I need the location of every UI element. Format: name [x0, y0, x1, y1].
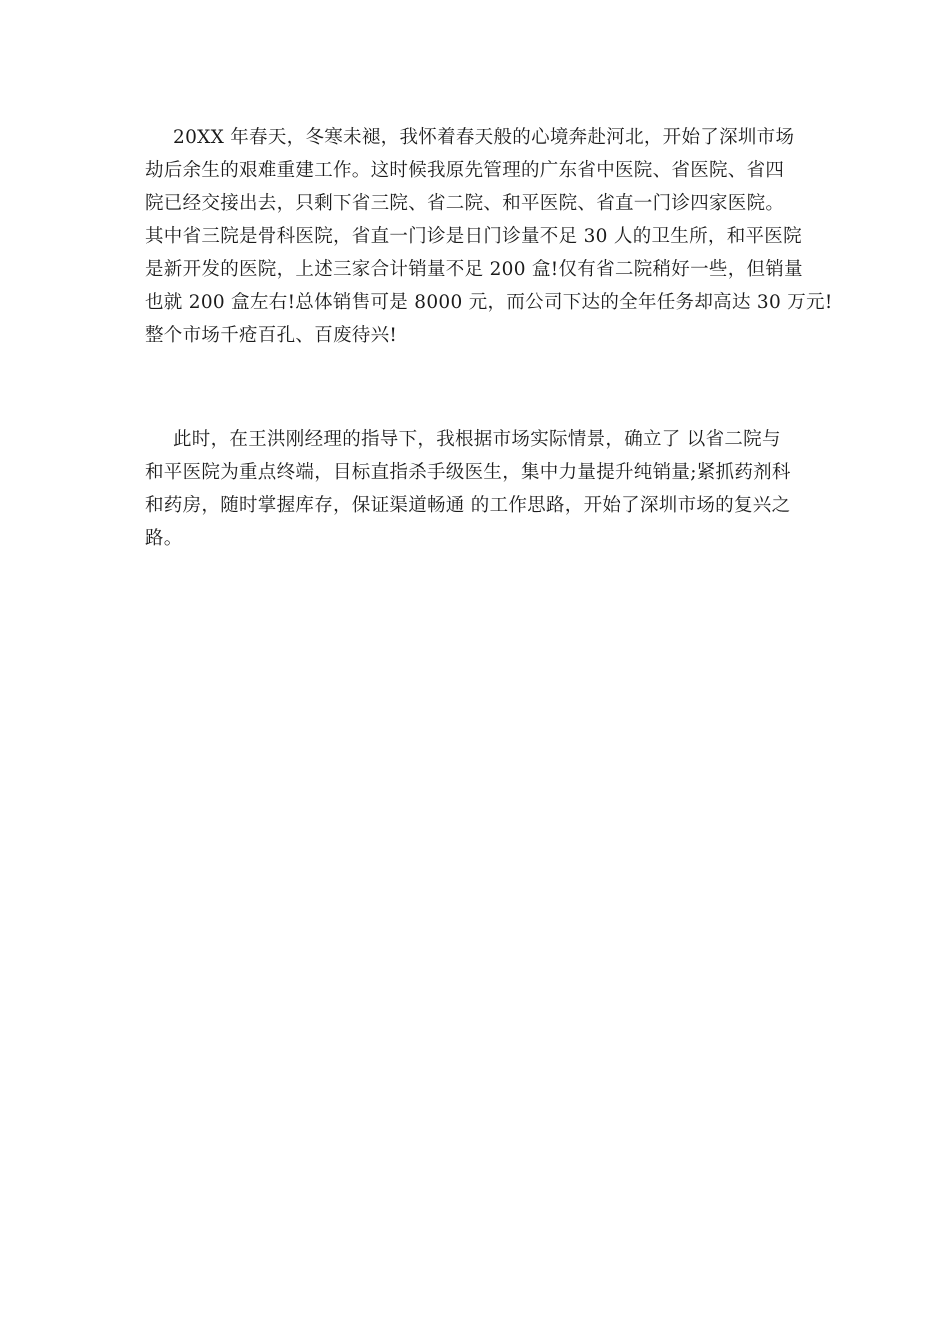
document-body — [145, 121, 833, 555]
paragraph-line: 其中省三院是骨科医院，省直一门诊是日门诊量不足 30 人的卫生所，和平医院 — [145, 226, 802, 247]
paragraph-line: 和平医院为重点终端，目标直指杀手级医生，集中力量提升纯销量;紧抓药剂科 — [145, 462, 791, 483]
paragraph-line: 是新开发的医院，上述三家合计销量不足 200 盒!仅有省二院稍好一些，但销量 — [145, 259, 803, 280]
paragraph-1 — [145, 121, 833, 352]
paragraph-2 — [145, 423, 810, 555]
paragraph-line: 劫后余生的艰难重建工作。这时候我原先管理的广东省中医院、省医院、省四 — [145, 160, 785, 181]
paragraph-line: 也就 200 盒左右!总体销售可是 8000 元，而公司下达的全年任务却高达 30 万元! — [145, 292, 833, 313]
paragraph-line: 整个市场千疮百孔、百废待兴! — [145, 325, 398, 346]
paragraph-line: 院已经交接出去，只剩下省三院、省二院、和平医院、省直一门诊四家医院。 — [145, 193, 785, 214]
paragraph-spacer — [145, 352, 810, 423]
paragraph-line: 路。 — [145, 528, 183, 549]
paragraph-line: 此时，在王洪刚经理的指导下，我根据市场实际情景，确立了 以省二院与 — [173, 429, 781, 450]
paragraph-line: 和药房，随时掌握库存，保证渠道畅通 的工作思路，开始了深圳市场的复兴之 — [145, 495, 791, 516]
paragraph-line: 20XX 年春天，冬寒未褪，我怀着春天般的心境奔赴河北，开始了深圳市场 — [173, 127, 795, 148]
